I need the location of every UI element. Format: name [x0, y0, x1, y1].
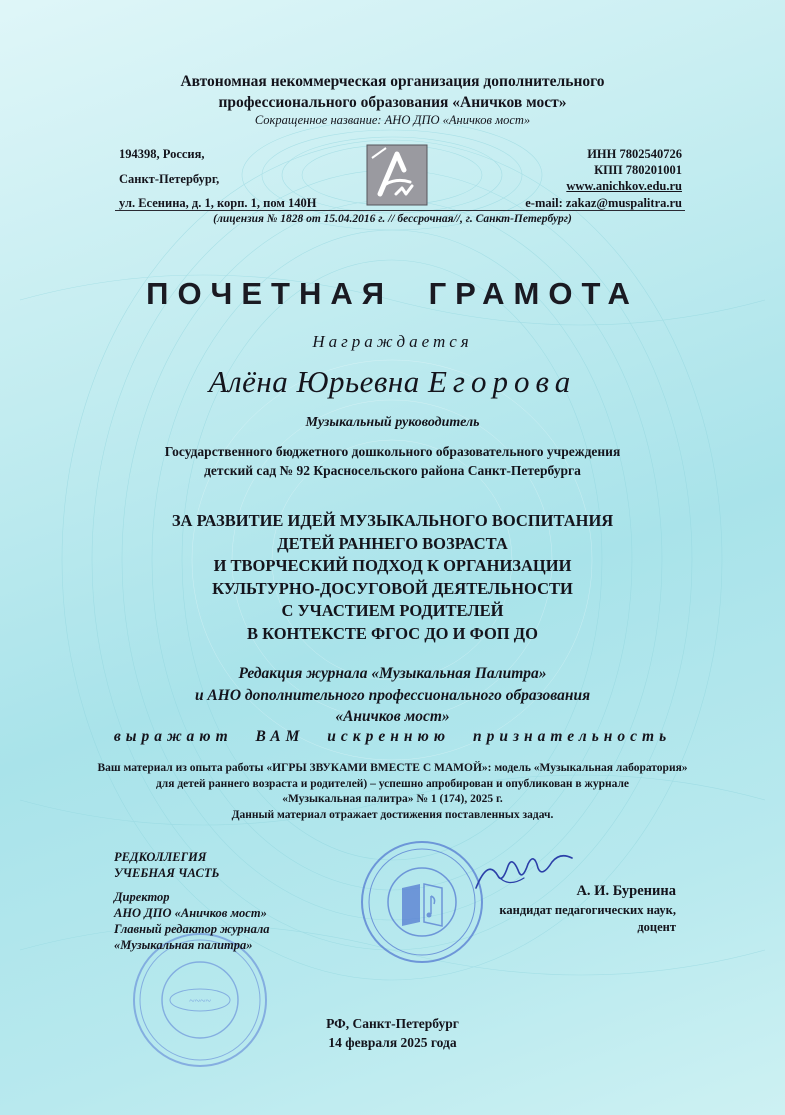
- anichkov-logo: [366, 144, 428, 206]
- thanks-line3: «Аничков мост»: [335, 708, 450, 725]
- board-line1: РЕДКОЛЛЕГИЯ: [114, 850, 207, 864]
- license-info: (лицензия № 1828 от 15.04.2016 г. // бессрочная//, г. Санкт-Петербург): [213, 213, 572, 225]
- recipient-position: Музыкальный руководитель: [305, 415, 480, 430]
- institution-line2: детский сад № 92 Красносельского района Санкт-Петербурга: [204, 463, 581, 478]
- gratitude-text: выражают ВАМ искреннюю признательность: [113, 728, 672, 745]
- recipient-given-name: Алёна Юрьевна: [208, 364, 420, 399]
- awarded-label: Награждается: [312, 332, 473, 351]
- material-line2: для детей раннего возраста и родителей) – успешно апробирован и опубликован в журнале: [155, 777, 630, 790]
- recipient-institution: [0, 442, 785, 480]
- svg-text:~~~~: ~~~~: [189, 996, 211, 1007]
- document-title: ПОЧЕТНАЯ ГРАМОТА: [146, 276, 639, 311]
- address-line3: ул. Есенина, д. 1, корп. 1, пом 140Н: [119, 196, 317, 210]
- signer-degree-line2: доцент: [637, 919, 676, 934]
- board-line6: «Музыкальная палитра»: [114, 938, 253, 952]
- material-line4: Данный материал отражает достижения поставленных задач.: [231, 808, 554, 821]
- header-divider: [115, 210, 685, 211]
- board-line5: Главный редактор журнала: [114, 922, 270, 936]
- org-name: [0, 71, 785, 113]
- award-reason: [0, 510, 785, 645]
- place: РФ, Санкт-Петербург: [326, 1016, 459, 1031]
- org-name-line1: Автономная некоммерческая организация дополнительного: [180, 73, 605, 90]
- thanks-organizations: [0, 663, 785, 728]
- date: 14 февраля 2025 года: [328, 1035, 457, 1050]
- editorial-board: [114, 849, 270, 953]
- board-line3: Директор: [114, 890, 170, 904]
- signer-degree: [499, 902, 676, 935]
- org-name-line2: профессионального образования «Аничков мост»: [218, 94, 567, 111]
- address-line2: Санкт-Петербург,: [119, 172, 220, 186]
- thanks-line1: Редакция журнала «Музыкальная Палитра»: [238, 665, 547, 682]
- reason-line: С УЧАСТИЕМ РОДИТЕЛЕЙ: [281, 601, 504, 620]
- institution-line1: Государственного бюджетного дошкольного образовательного учреждения: [164, 444, 621, 459]
- place-date: [0, 1014, 785, 1052]
- website-link[interactable]: www.anichkov.edu.ru: [566, 179, 682, 193]
- journal-stamp-icon: [358, 838, 486, 966]
- reason-line: И ТВОРЧЕСКИЙ ПОДХОД К ОРГАНИЗАЦИИ: [213, 556, 572, 575]
- material-line1: Ваш материал из опыта работы «ИГРЫ ЗВУКАМИ ВМЕСТЕ С МАМОЙ»: модель «Музыкальная лаборатория»: [97, 762, 688, 774]
- reason-line: ЗА РАЗВИТИЕ ИДЕЙ МУЗЫКАЛЬНОГО ВОСПИТАНИЯ: [171, 511, 614, 530]
- material-line3: «Музыкальная палитра» № 1 (174), 2025 г.: [282, 793, 503, 805]
- board-line4: АНО ДПО «Аничков мост»: [114, 906, 267, 920]
- kpp: КПП 780201001: [594, 163, 682, 177]
- signer-block: [499, 883, 676, 935]
- recipient-surname: Егорова: [428, 364, 577, 399]
- board-line2: УЧЕБНАЯ ЧАСТЬ: [114, 866, 220, 880]
- inn: ИНН 7802540726: [587, 147, 682, 161]
- thanks-line2: и АНО дополнительного профессионального образования: [194, 686, 591, 704]
- reason-line: ДЕТЕЙ РАННЕГО ВОЗРАСТА: [277, 533, 508, 553]
- org-short-name: Сокращенное название: АНО ДПО «Аничков мост»: [254, 113, 531, 127]
- reason-line: КУЛЬТУРНО-ДОСУГОВОЙ ДЕЯТЕЛЬНОСТИ: [212, 578, 573, 598]
- email-link[interactable]: e-mail: zakaz@muspalitra.ru: [525, 196, 682, 210]
- address-line1: 194398, Россия,: [119, 147, 205, 161]
- reason-line: В КОНТЕКСТЕ ФГОС ДО И ФОП ДО: [247, 623, 538, 643]
- signer-name: А. И. Буренина: [576, 883, 676, 899]
- signer-degree-line1: кандидат педагогических наук,: [499, 903, 676, 917]
- material-description: [0, 761, 785, 823]
- recipient-name: [0, 364, 785, 400]
